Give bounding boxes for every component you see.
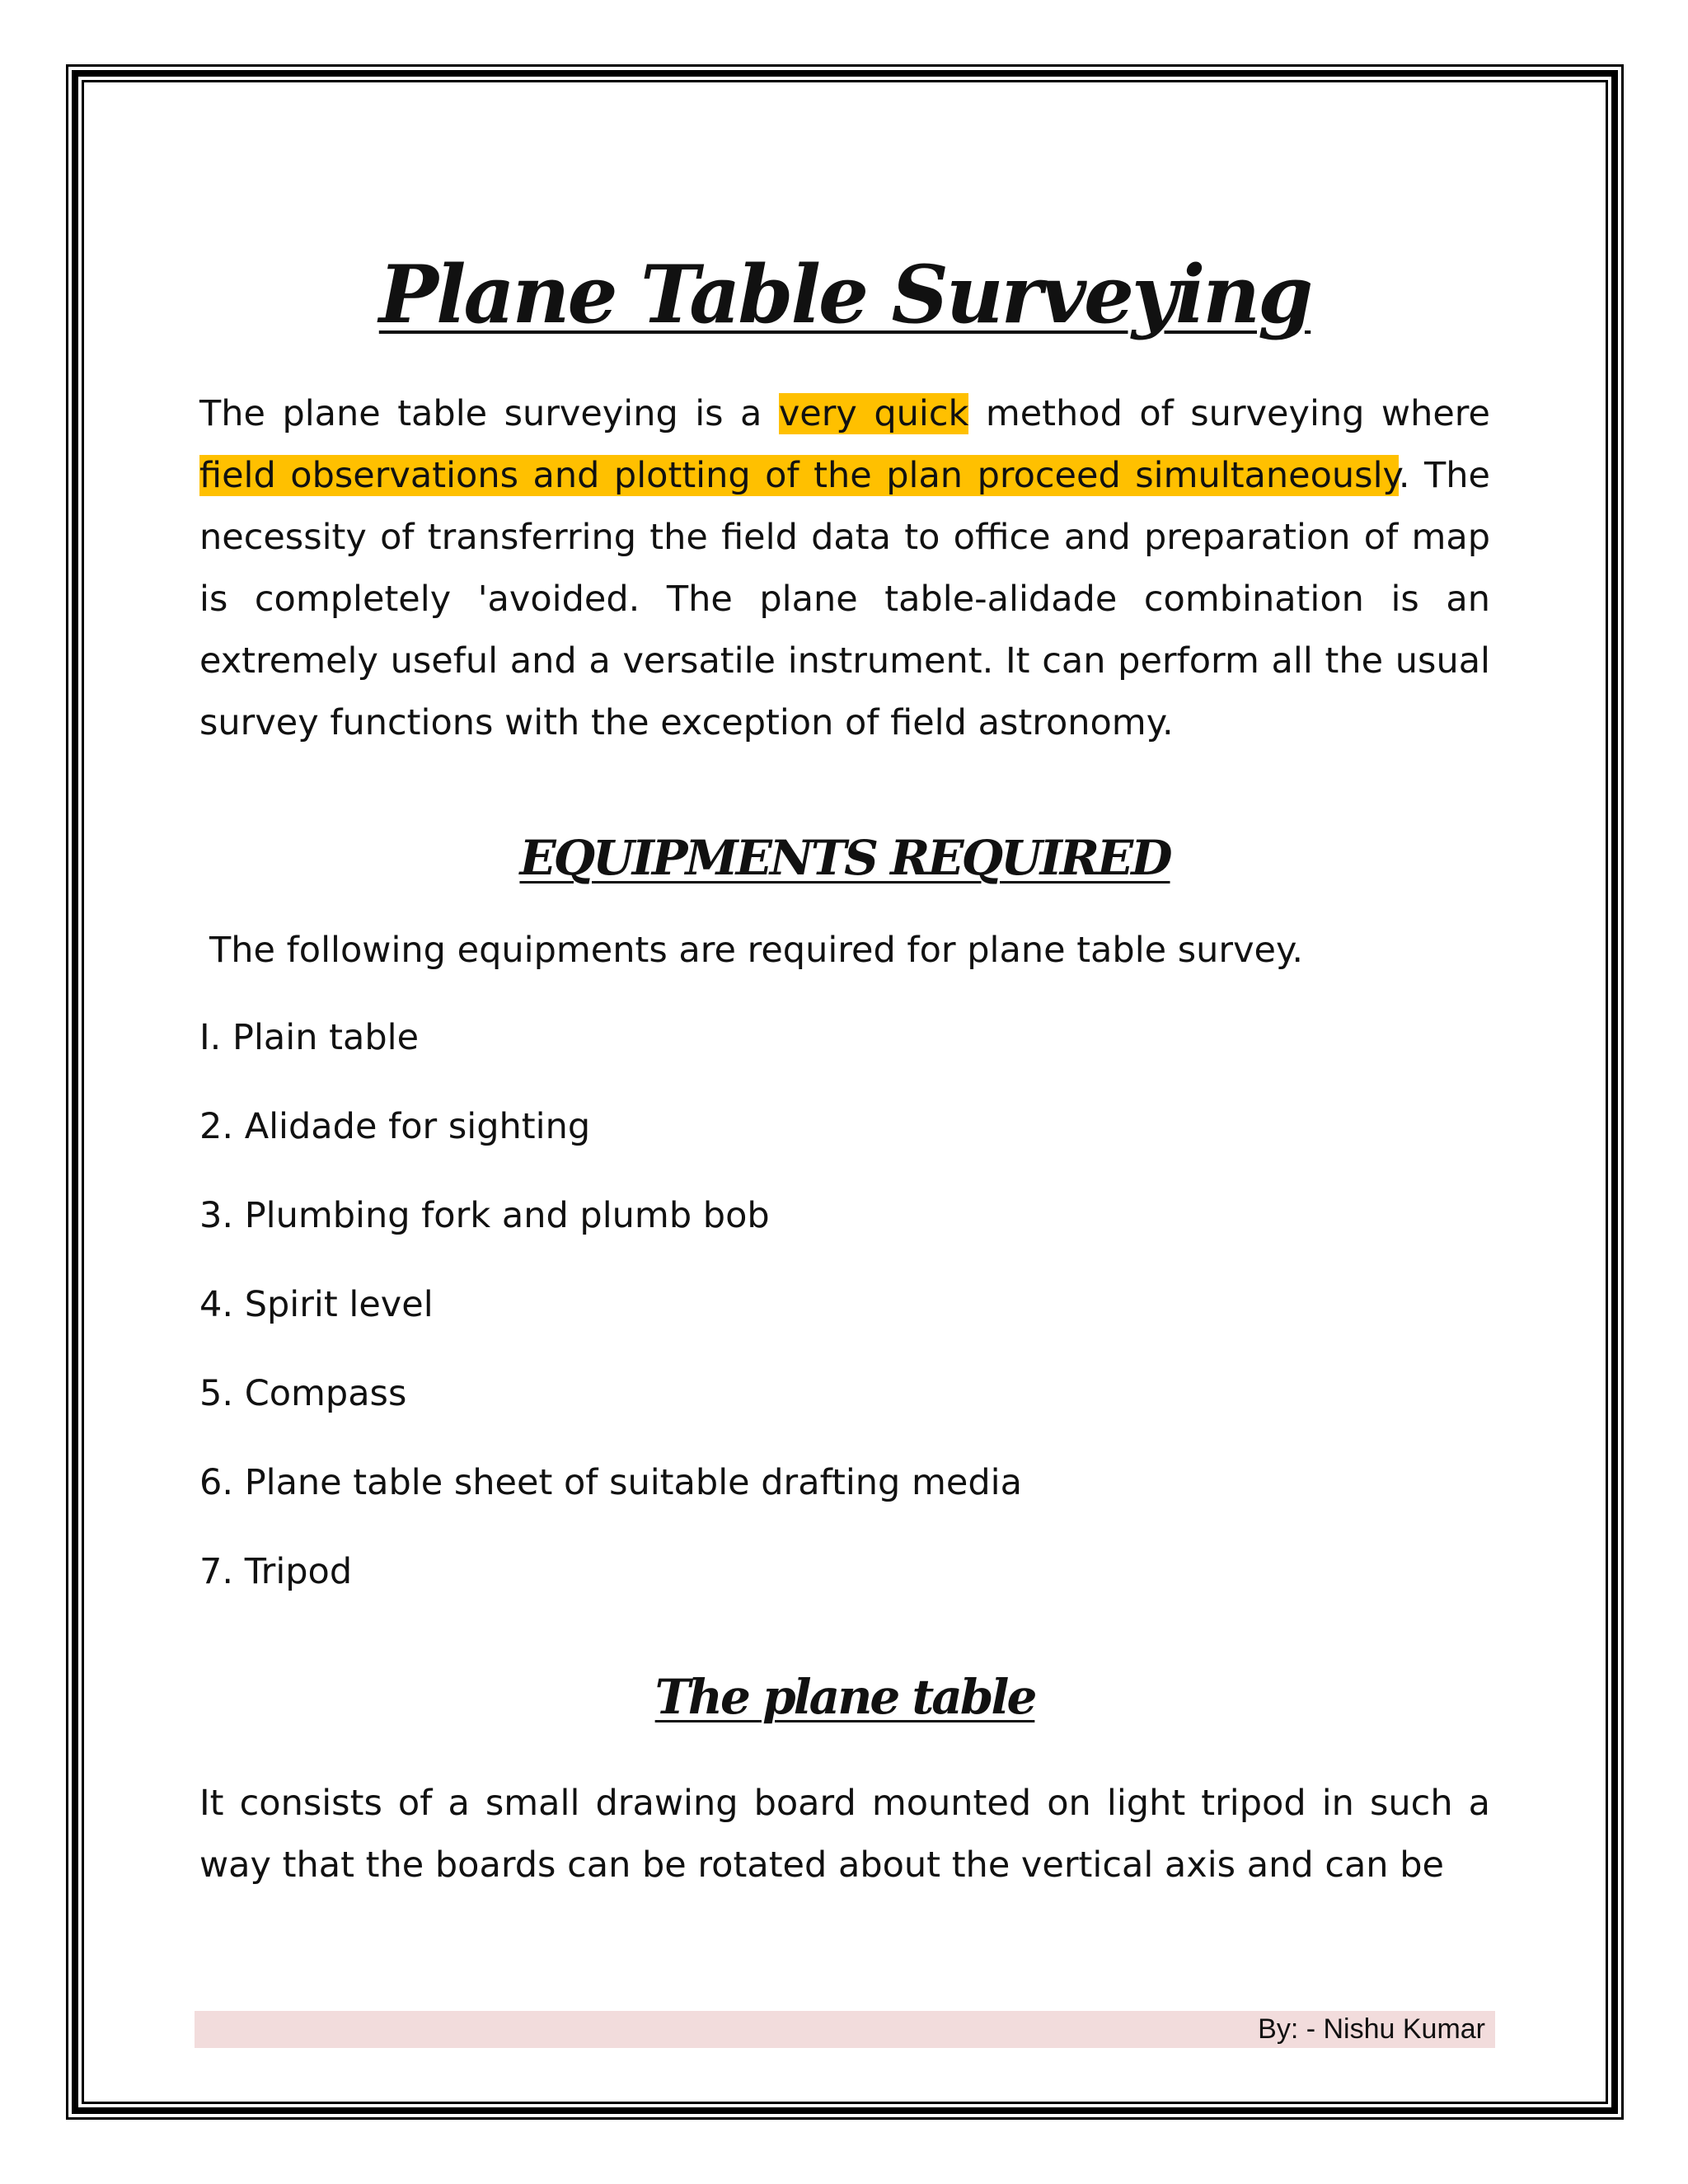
document-body (199, 247, 1490, 1896)
footer-bar (195, 2011, 1495, 2048)
footer-author: By: - Nishu Kumar (1258, 2013, 1485, 2045)
intro-text-3: . The necessity of transferring the field data to office and preparation of map is completely 'avoided. The plane table-alidade combination is an extremely useful and a versatile instrument. It can perform all the usual survey functions with the exception of field astronomy. (199, 455, 1491, 744)
intro-text-2: method of surveying where (968, 393, 1490, 435)
list-item: 7. Tripod (199, 1551, 353, 1593)
equipment-list (199, 1013, 1490, 1596)
equipments-lead: The following equipments are required for plane table survey. (209, 930, 1303, 972)
intro-text-1: The plane table surveying is a (199, 393, 779, 435)
highlight-very-quick: very quick (778, 393, 969, 435)
list-item: 4. Spirit level (199, 1284, 434, 1326)
highlight-field-observations: field observations and plotting of the plan proceed simultaneously (199, 455, 1399, 497)
intro-paragraph (199, 383, 1490, 754)
plane-table-heading: The plane table (654, 1669, 1035, 1726)
list-item: 5. Compass (199, 1373, 407, 1415)
list-item: I. Plain table (199, 1017, 420, 1059)
list-item: 6. Plane table sheet of suitable drafting media (199, 1462, 1022, 1504)
plane-table-paragraph: It consists of a small drawing board mounted on light tripod in such a way that the boards can be rotated about the vertical axis and can be (199, 1783, 1490, 1886)
page-title: Plane Table Surveying (378, 248, 1311, 341)
list-item: 3. Plumbing fork and plumb bob (199, 1195, 770, 1237)
equipments-heading: EQUIPMENTS REQUIRED (519, 830, 1170, 887)
list-item: 2. Alidade for sighting (199, 1106, 591, 1148)
